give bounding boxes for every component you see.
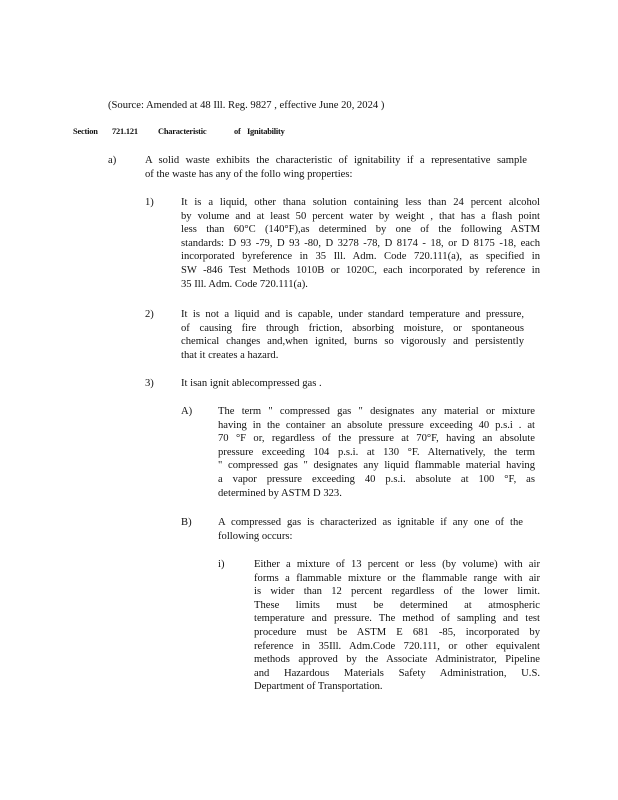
text-line: " compressed gas " designates any liquid flammable material having xyxy=(218,460,535,472)
item-1-text xyxy=(181,196,540,291)
text-line: The term " compressed gas " designates any material or mixture xyxy=(218,406,535,417)
text-line: is wider than 12 percent regardless of the lower limit. xyxy=(254,586,540,598)
item-A-text xyxy=(218,405,535,500)
text-line: of causing fire through friction, absorbing moisture, or spontaneous xyxy=(181,322,524,334)
text-line: incorporated byreference in 35 Ill. Adm. Code 720.111(a), as specified in xyxy=(181,251,540,263)
item-i-marker: i) xyxy=(218,559,225,570)
text-line: Department of Transportation. xyxy=(254,681,383,693)
text-line: by volume and at least 50 percent water by weight , that has a flash point xyxy=(181,210,540,222)
item-1-marker: 1) xyxy=(145,197,154,208)
item-2-marker: 2) xyxy=(145,309,154,320)
text-line: A solid waste exhibits the characteristic of ignitability if a representative sample xyxy=(145,155,527,166)
item-B-marker: B) xyxy=(181,517,192,528)
text-line: 35 Ill. Adm. Code 720.111(a). xyxy=(181,278,308,290)
text-line: It is not a liquid and is capable, under standard temperature and pressure, xyxy=(181,309,524,320)
text-line: less than 60°C (140°F),as determined by one of the following ASTM xyxy=(181,224,540,236)
text-line: pressure exceeding 104 p.s.i. at 130 °F. Alternatively, the term xyxy=(218,446,535,458)
text-line: A compressed gas is characterized as ignitable if any one of the xyxy=(218,517,523,528)
subsection-a-marker: a) xyxy=(108,155,117,166)
item-B-text xyxy=(218,516,523,543)
text-line: chemical changes and,when ignited, burns so vigorously and persistently xyxy=(181,336,524,348)
item-A-marker: A) xyxy=(181,406,193,417)
item-2-text xyxy=(181,308,524,362)
text-line: procedure must be ASTM E 681 -85, incorporated by xyxy=(254,626,540,638)
item-i-text xyxy=(254,558,540,694)
text-line: of the waste has any of the follo wing properties: xyxy=(145,168,353,180)
section-label: Section xyxy=(73,127,98,136)
text-line: following occurs: xyxy=(218,530,293,542)
text-line: having in the container an absolute pressure exceeding 40 p.s.i . at xyxy=(218,419,535,431)
text-line: determined by ASTM D 323. xyxy=(218,487,342,499)
text-line: methods approved by the Associate Administrator, Pipeline xyxy=(254,654,540,666)
text-line: It is a liquid, other thana solution containing less than 24 percent alcohol xyxy=(181,197,540,208)
section-title-word-2: of xyxy=(234,127,241,136)
text-line: and Hazardous Materials Safety Administration, U.S. xyxy=(254,667,540,679)
text-line: reference in 35Ill. Adm.Code 720.111, or other equivalent xyxy=(254,640,540,652)
subsection-a-text xyxy=(145,154,527,181)
text-line: SW -846 Test Methods 1010B or 1020C, each incorporated by reference in xyxy=(181,264,540,276)
source-note: (Source: Amended at 48 Ill. Reg. 9827 , effective June 20, 2024 ) xyxy=(108,100,385,111)
item-3-marker: 3) xyxy=(145,378,154,389)
text-line: 70 °F or, regardless of the pressure at 70°F, having an absolute xyxy=(218,433,535,445)
section-title-word-1: Characteristic xyxy=(158,127,207,136)
text-line: standards: D 93 -79, D 93 -80, D 3278 -78, D 8174 - 18, or D 8175 -18, each xyxy=(181,237,540,249)
text-line: a vapor pressure exceeding 40 p.s.i. absolute at 100 °F, as xyxy=(218,473,535,485)
text-line: These limits must be determined at atmospheric xyxy=(254,599,540,611)
item-3-text: It isan ignit ablecompressed gas . xyxy=(181,378,322,389)
text-line: temperature and pressure. The method of sampling and test xyxy=(254,613,540,625)
text-line: Either a mixture of 13 percent or less (by volume) with air xyxy=(254,559,540,570)
text-line: forms a flammable mixture or the flammable range with air xyxy=(254,572,540,584)
section-number: 721.121 xyxy=(112,127,138,136)
text-line: that it creates a hazard. xyxy=(181,349,279,361)
section-title-word-3: Ignitability xyxy=(247,127,285,136)
